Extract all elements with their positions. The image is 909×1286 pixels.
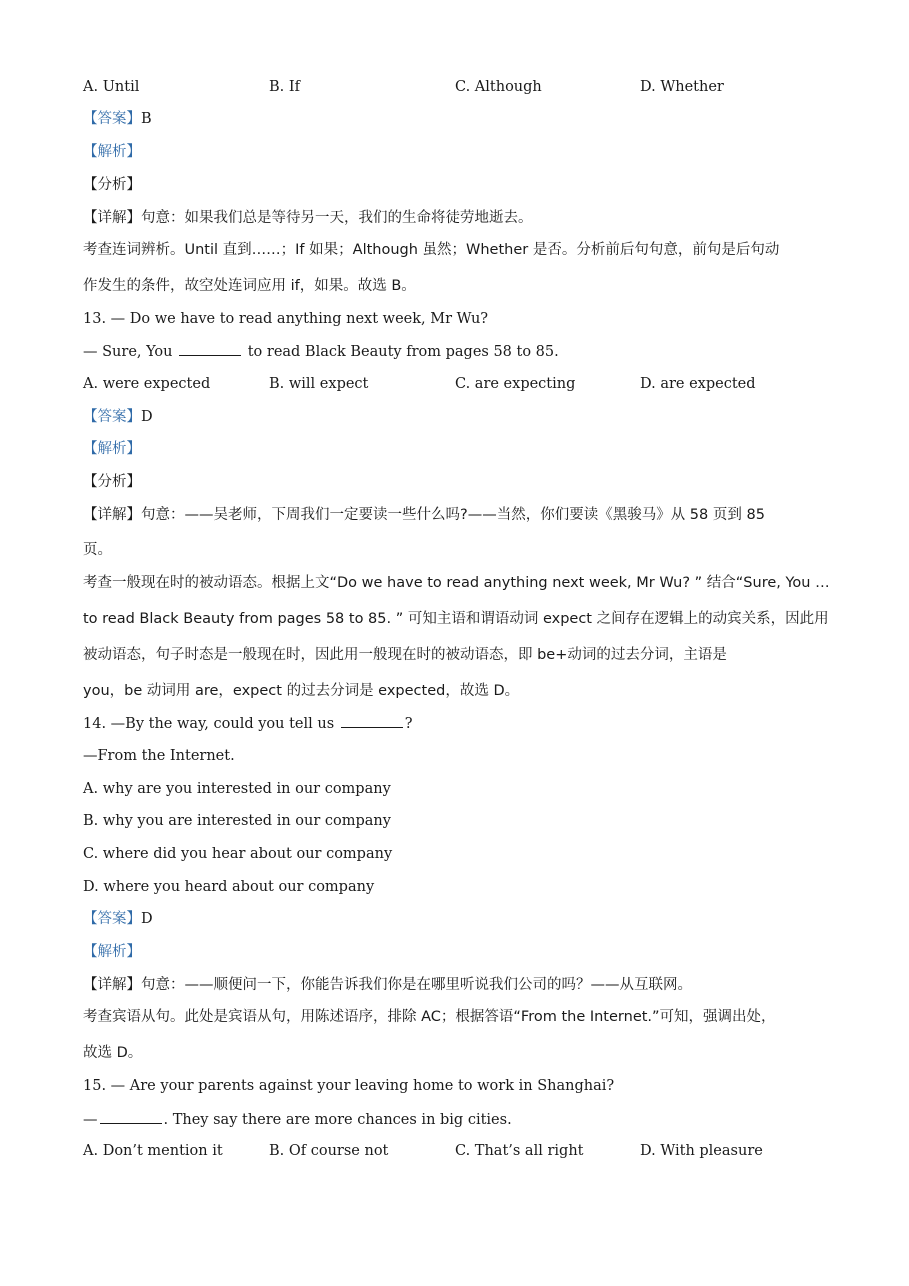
answer-tag: 【答案】: [83, 911, 141, 927]
q15-option-a: A. Don’t mention it: [83, 1143, 223, 1159]
q15-answer-blank: [100, 1109, 162, 1124]
q13-explain-line-2: to read Black Beauty from pages 58 to 85. ” 可知主语和谓语动词 expect 之间存在逻辑上的动宾关系，因此用: [83, 611, 829, 627]
q12-option-c: C. Although: [455, 79, 542, 95]
q14-answer-blank: [341, 713, 403, 728]
q14-stem-line-1: [83, 713, 413, 733]
q14-option-d: D. where you heard about our company: [83, 879, 375, 895]
q14-option-c: C. where did you hear about our company: [83, 846, 393, 862]
q13-option-d: D. are expected: [640, 376, 756, 392]
q13-detail: [83, 505, 765, 525]
q13-explain-line-3: 被动语态，句子时态是一般现在时，因此用一般现在时的被动语态，即 be+动词的过去分词，主语是: [83, 647, 727, 663]
q14-stem-text-a: 14. —By the way, could you tell us: [83, 716, 335, 732]
q13-explain-line-4: you，be 动词用 are，expect 的过去分词是 expected，故选 D。: [83, 683, 520, 699]
q15-stem-line-2: [83, 1109, 512, 1129]
q15-stem-text-b: . They say there are more chances in big cities.: [163, 1112, 512, 1128]
answer-value: B: [141, 111, 152, 127]
answer-value: D: [141, 409, 153, 425]
q14-stem-line-2: —From the Internet.: [83, 748, 235, 764]
q12-explain-line-1: 考查连词辨析。Until 直到……；If 如果；Although 虽然；Whether 是否。分析前后句句意，前句是后句动: [83, 242, 780, 258]
detail-tag: 【详解】: [83, 507, 141, 523]
answer-tag: 【答案】: [83, 111, 141, 127]
q13-answer: [83, 407, 153, 427]
q15-stem-line-1: 15. — Are your parents against your leaving home to work in Shanghai?: [83, 1078, 615, 1094]
q12-option-d: D. Whether: [640, 79, 724, 95]
q12-option-a: A. Until: [83, 79, 140, 95]
q15-option-c: C. That’s all right: [455, 1143, 584, 1159]
q14-analysis-tag: 【解析】: [83, 944, 141, 960]
q13-analysis-tag: 【解析】: [83, 441, 141, 457]
q12-detail: [83, 208, 533, 228]
q12-fenxi-tag: 【分析】: [83, 177, 141, 193]
q13-stem-line-1: 13. — Do we have to read anything next week, Mr Wu?: [83, 311, 489, 327]
q14-explain-line-1: 考查宾语从句。此处是宾语从句，用陈述语序，排除 AC；根据答语“From the Internet.”可知，强调出处，: [83, 1009, 776, 1025]
detail-text: 句意：——顺便问一下，你能告诉我们你是在哪里听说我们公司的吗？——从互联网。: [141, 977, 692, 993]
q12-explain-line-2: 作发生的条件，故空处连词应用 if，如果。故选 B。: [83, 278, 416, 294]
q13-option-c: C. are expecting: [455, 376, 576, 392]
answer-value: D: [141, 911, 153, 927]
answer-tag: 【答案】: [83, 409, 141, 425]
q12-answer: [83, 109, 152, 129]
q14-explain-line-2: 故选 D。: [83, 1045, 143, 1061]
q12-option-b: B. If: [269, 79, 300, 95]
q14-option-a: A. why are you interested in our company: [83, 781, 391, 797]
detail-tag: 【详解】: [83, 977, 141, 993]
q13-stem-line-2: [83, 341, 559, 361]
q12-analysis-tag: 【解析】: [83, 144, 141, 160]
detail-tag: 【详解】: [83, 210, 141, 226]
q15-stem-text-a: —: [83, 1112, 98, 1128]
detail-text: 句意：如果我们总是等待另一天，我们的生命将徒劳地逝去。: [141, 210, 533, 226]
q13-answer-blank: [179, 341, 241, 356]
q13-stem-text-a: — Sure, You: [83, 344, 173, 360]
q14-stem-text-b: ?: [404, 716, 413, 732]
q13-stem-text-b: to read Black Beauty from pages 58 to 85.: [247, 344, 559, 360]
q13-option-b: B. will expect: [269, 376, 369, 392]
q13-option-a: A. were expected: [83, 376, 211, 392]
q14-option-b: B. why you are interested in our company: [83, 813, 391, 829]
q13-explain-line-1: 考查一般现在时的被动语态。根据上文“Do we have to read anything next week, Mr Wu? ” 结合“Sure, You …: [83, 575, 830, 591]
q13-fenxi-tag: 【分析】: [83, 474, 141, 490]
q13-detail-line-2: 页。: [83, 542, 112, 558]
q14-answer: [83, 909, 153, 929]
q15-option-b: B. Of course not: [269, 1143, 389, 1159]
detail-text: 句意：——吴老师，下周我们一定要读一些什么吗?——当然，你们要读《黑骏马》从 58 页到 85: [141, 507, 765, 523]
q15-option-d: D. With pleasure: [640, 1143, 763, 1159]
q14-detail: [83, 975, 692, 995]
